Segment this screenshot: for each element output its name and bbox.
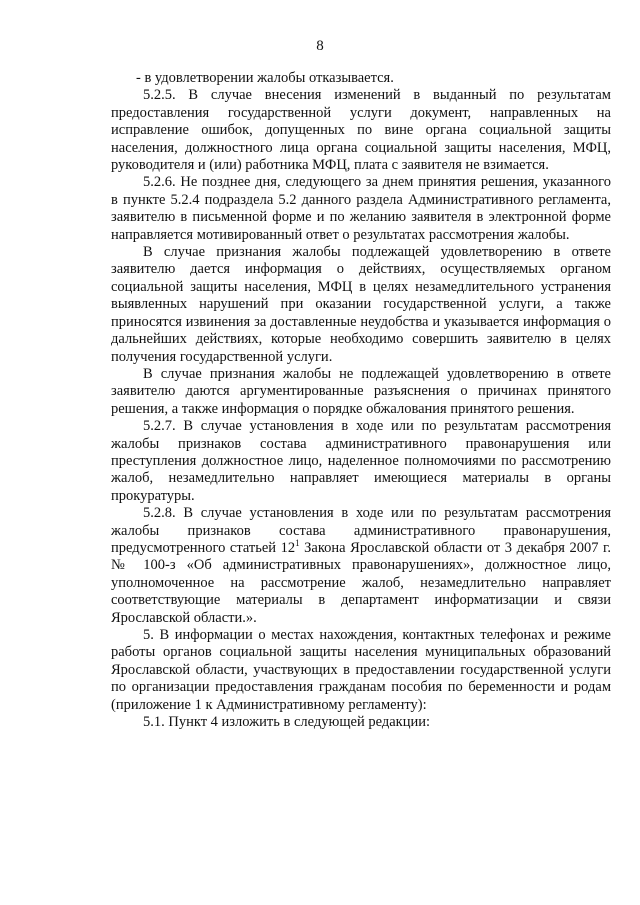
paragraph-5-2-5: 5.2.5. В случае внесения изменений в выданный по результатам предоставления государственной услуги документ, направленных на исправление ошибок, допущенных по вине органа социальной защиты населения, должностного лица органа социальной защиты населения, МФЦ, руководителя и (или) работника МФЦ, плата с заявителя не взимается. <box>111 87 611 174</box>
paragraph-5-2-8-text-after: Закона Ярославской области от 3 декабря 2007 г. № 100-з «Об административных правонарушениях», должностное лицо, уполномоченное на рассмотрение жалоб, незамедлительно направляет соответствующие материалы в департамент информатизации и связи Ярославской области.». <box>111 539 611 626</box>
page-number: 8 <box>316 38 324 54</box>
paragraph-refusal: - в удовлетворении жалобы отказывается. <box>136 70 394 86</box>
paragraph-complaint-rejected: В случае признания жалобы не подлежащей удовлетворению в ответе заявителю даются аргументированные разъяснения о причинах принятого решения, а также информация о порядке обжалования принятого решения. <box>111 365 611 417</box>
paragraph-5-2-6: 5.2.6. Не позднее дня, следующего за днем принятия решения, указанного в пункте 5.2.4 подраздела 5.2 данного раздела Административного регламента, заявителю в письменной форме и по желанию заявителя в электронной форме направляется мотивированный ответ о результатах рассмотрения жалобы. <box>111 174 611 243</box>
paragraph-5-1: 5.1. Пункт 4 изложить в следующей редакции: <box>143 714 431 731</box>
article-superscript: 1 <box>295 538 300 549</box>
document-body <box>111 70 611 731</box>
paragraph-5-2-8-text-before: 5.2.8. В случае установления в ходе или по результатам рассмотрения жалобы признаков состава административного правонарушения, предусмотренного статьей 12 <box>111 505 611 556</box>
paragraph-complaint-satisfied: В случае признания жалобы подлежащей удовлетворению в ответе заявителю дается информация о действиях, осуществляемых органом социальной защиты населения, МФЦ в целях незамедлительного устранения выявленных нарушений при оказании государственной услуги, а также приносятся извинения за доставленные неудобства и указывается информация о дальнейших действиях, которые необходимо совершить заявителю в целях получения государственной услуги. <box>111 244 611 365</box>
paragraph-5: 5. В информации о местах нахождения, контактных телефонах и режиме работы органов социальной защиты населения муниципальных образований Ярославской области, участвующих в предоставлении государственной услуги по организации предоставления гражданам пособия по беременности и родам (приложение 1 к Административному регламенту): <box>111 627 611 713</box>
paragraph-5-2-8 <box>111 505 611 627</box>
paragraph-5-2-7: 5.2.7. В случае установления в ходе или по результатам рассмотрения жалобы признаков состава административного правонарушения или преступления должностное лицо, наделенное полномочиями по рассмотрению жалоб, незамедлительно направляет имеющиеся материалы в органы прокуратуры. <box>111 418 611 504</box>
